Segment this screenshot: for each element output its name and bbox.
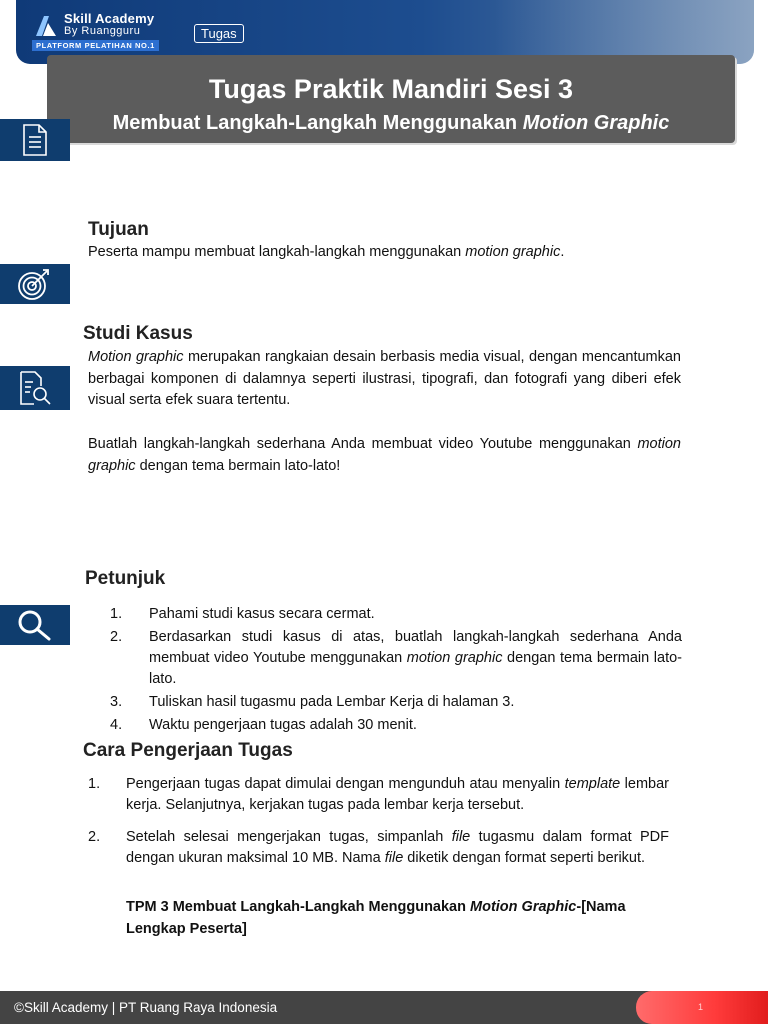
tujuan-heading: Tujuan: [88, 219, 149, 240]
list-text: Pahami studi kasus secara cermat.: [149, 606, 375, 622]
tujuan-text: [88, 242, 688, 264]
cara-heading: Cara Pengerjaan Tugas: [83, 740, 293, 761]
logo-byline: By Ruangguru: [64, 25, 141, 37]
studi-kasus-heading: Studi Kasus: [83, 323, 193, 344]
list-item: [88, 774, 669, 816]
list-text-plain: Setelah selesai mengerjakan tugas, simpanlah: [126, 829, 452, 845]
target-icon: [0, 264, 70, 304]
list-text-italic: file: [451, 829, 471, 845]
title-box: [47, 55, 735, 143]
list-text-italic: motion graphic: [406, 650, 503, 666]
list-text: [126, 774, 669, 816]
studi-kasus-p2: [88, 434, 681, 477]
document-icon: [0, 119, 70, 161]
footer: [0, 991, 768, 1024]
list-number: 3.: [110, 694, 123, 710]
logo-title: Skill Academy: [64, 11, 155, 26]
list-text: [126, 827, 669, 869]
tujuan-text-plain: Peserta mampu membuat langkah-langkah menggunakan: [88, 244, 466, 260]
studi-kasus-p2-plain: Buatlah langkah-langkah sederhana Anda membuat video Youtube menggunakan: [88, 436, 638, 452]
skill-academy-logo: [34, 12, 154, 37]
subtitle-italic: Motion Graphic: [522, 112, 670, 134]
subtitle-plain: Membuat Langkah-Langkah Menggunakan: [112, 112, 523, 134]
logo-tagline: PLATFORM PELATIHAN NO.1: [32, 40, 159, 51]
tugas-tag: Tugas: [194, 24, 244, 43]
list-item: [110, 604, 682, 625]
list-text-end: lembar kerja. Selanjutnya, kerjakan tugas pada lembar kerja tersebut.: [126, 776, 669, 813]
studi-kasus-p1: [88, 347, 681, 412]
petunjuk-heading: Petunjuk: [85, 568, 166, 589]
list-text: Tuliskan hasil tugasmu pada Lembar Kerja di halaman 3.: [149, 694, 515, 710]
file-name-format: [126, 897, 666, 940]
logo-icon: [34, 14, 58, 36]
page-number: 1: [698, 1002, 704, 1012]
list-number: 1.: [88, 776, 101, 792]
list-item: [110, 627, 682, 690]
petunjuk-list: [110, 604, 682, 736]
list-text-italic-2: file: [384, 850, 404, 866]
list-item: [110, 715, 682, 736]
list-item: [88, 827, 669, 869]
tujuan-text-italic: motion graphic: [465, 244, 561, 260]
magnifier-icon: [0, 605, 70, 645]
list-text: Waktu pengerjaan tugas adalah 30 menit.: [149, 717, 417, 733]
case-study-icon: [0, 366, 70, 410]
studi-kasus-p1-italic: Motion graphic: [88, 349, 184, 365]
list-text-end: diketik dengan format seperti berikut.: [403, 850, 646, 866]
list-number: 1.: [110, 606, 123, 622]
list-text-plain: Berdasarkan studi kasus di atas, buatlah langkah-langkah sederhana Anda membuat video Youtube menggunakan: [149, 629, 682, 666]
format-end: -[Nama Lengkap Peserta]: [126, 899, 626, 937]
page-subtitle: [47, 111, 735, 135]
format-italic: Motion Graphic: [470, 899, 577, 915]
studi-kasus-p1-rest: merupakan rangkaian desain berbasis media visual, dengan mencantumkan berbagai komponen di dalamnya seperti ilustrasi, tipografi, dan fotografi yang diberi efek visual serta efek suara tertentu.: [88, 349, 681, 408]
studi-kasus-p2-end: dengan tema bermain lato-lato!: [135, 457, 341, 474]
studi-kasus-p2-italic: motion graphic: [88, 436, 681, 474]
list-text-plain: Pengerjaan tugas dapat dimulai dengan mengunduh atau menyalin: [126, 776, 565, 792]
list-item: [110, 692, 682, 713]
list-number: 4.: [110, 717, 123, 733]
list-text: [149, 627, 682, 690]
list-number: 2.: [88, 829, 101, 845]
list-text-italic: template: [564, 776, 621, 792]
list-number: 2.: [110, 629, 123, 645]
list-text-mid: tugasmu dalam format PDF dengan ukuran maksimal 10 MB. Nama: [126, 829, 669, 866]
page-title: Tugas Praktik Mandiri Sesi 3: [208, 74, 574, 104]
tujuan-text-end: .: [560, 244, 565, 260]
list-text-end: dengan tema bermain lato-lato.: [149, 650, 683, 687]
footer-copyright: ©Skill Academy | PT Ruang Raya Indonesia: [14, 1000, 278, 1015]
format-plain: TPM 3 Membuat Langkah-Langkah Menggunakan: [126, 899, 471, 915]
cara-list: [88, 774, 669, 869]
